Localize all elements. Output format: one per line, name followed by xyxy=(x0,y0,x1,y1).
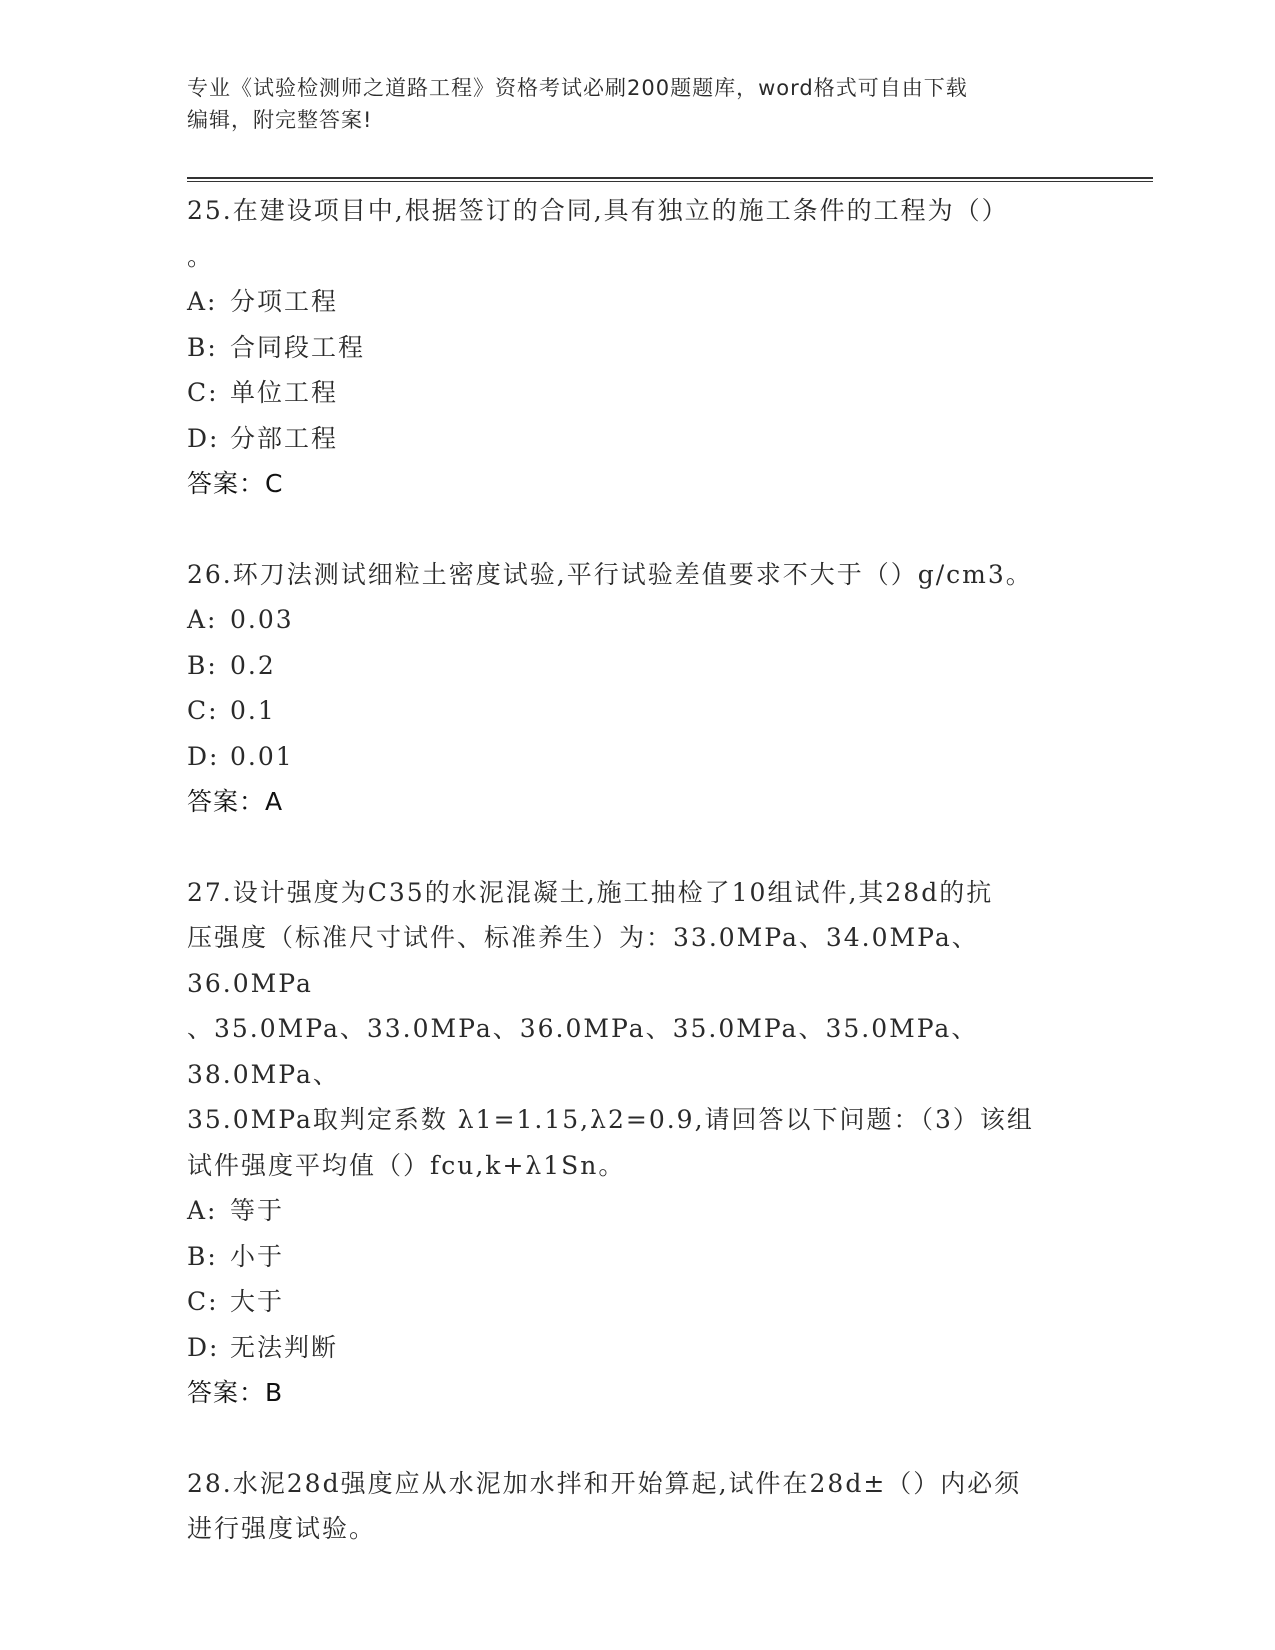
option-b xyxy=(187,1234,1087,1280)
option-c xyxy=(187,1279,1087,1325)
option-text: 0.03 xyxy=(230,605,294,634)
question-list xyxy=(187,188,1087,1552)
question-text: 26.环刀法测试细粒土密度试验,平行试验差值要求不大于（）g/cm3。 xyxy=(187,559,1033,589)
question-text: 25.在建设项目中,根据签订的合同,具有独立的施工条件的工程为（） 。 xyxy=(187,196,1009,271)
option-text: 0.1 xyxy=(230,696,276,725)
question-spacer xyxy=(187,507,1087,552)
question-27 xyxy=(187,870,1087,1416)
option-letter: A: xyxy=(187,605,218,634)
option-text: 合同段工程 xyxy=(230,332,366,362)
option-d xyxy=(187,416,1087,462)
option-a xyxy=(187,279,1087,325)
option-b xyxy=(187,643,1087,689)
header-divider-thick xyxy=(187,177,1153,179)
option-letter: B: xyxy=(187,332,218,362)
question-spacer xyxy=(187,825,1087,870)
option-text: 0.2 xyxy=(230,650,276,680)
option-letter: D: xyxy=(187,423,220,453)
option-letter: C: xyxy=(187,1287,219,1316)
header-line-1: 专业《试验检测师之道路工程》资格考试必刷200题题库，word格式可自由下载 xyxy=(187,76,968,100)
option-text: 分项工程 xyxy=(230,287,339,316)
document-header xyxy=(187,72,1067,136)
question-28 xyxy=(187,1461,1087,1552)
option-text: 单位工程 xyxy=(230,378,339,407)
option-letter: A: xyxy=(187,287,218,316)
header-divider-thin xyxy=(187,181,1153,182)
question-spacer xyxy=(187,1416,1087,1461)
option-c xyxy=(187,688,1087,734)
option-text: 0.01 xyxy=(230,741,294,771)
option-text: 小于 xyxy=(230,1241,285,1271)
question-26 xyxy=(187,552,1087,825)
option-letter: D: xyxy=(187,741,220,771)
option-letter: C: xyxy=(187,378,219,407)
option-letter: D: xyxy=(187,1332,220,1362)
option-letter: C: xyxy=(187,696,219,725)
question-text: 28.水泥28d强度应从水泥加水拌和开始算起,试件在28d±（）内必须 进行强度试验。 xyxy=(187,1468,1022,1543)
option-b xyxy=(187,325,1087,371)
option-letter: A: xyxy=(187,1196,218,1225)
option-d xyxy=(187,734,1087,780)
option-a xyxy=(187,597,1087,643)
option-text: 无法判断 xyxy=(230,1332,339,1362)
question-25 xyxy=(187,188,1087,507)
option-d xyxy=(187,1325,1087,1371)
header-line-2: 编辑，附完整答案! xyxy=(187,108,373,132)
answer-line: 答案：C xyxy=(187,469,284,498)
answer-line: 答案：B xyxy=(187,1378,284,1407)
option-text: 分部工程 xyxy=(230,423,339,453)
option-letter: B: xyxy=(187,1241,218,1271)
option-c xyxy=(187,370,1087,416)
question-text: 27.设计强度为C35的水泥混凝土,施工抽检了10组试件,其28d的抗 压强度（标准尺寸试件、标准养生）为：33.0MPa、34.0MPa、36.0MPa 、35.0MPa、33.0MPa、36.0MPa、35.0MPa、35.0MPa、38.0MPa、 35.0MPa取判定系数 λ1=1.15,λ2=0.9,请回答以下问题：（3）该组 试件强度平均值（）fcu,k+λ1Sn。 xyxy=(187,877,1034,1180)
option-a xyxy=(187,1188,1087,1234)
option-letter: B: xyxy=(187,650,218,680)
answer-line: 答案：A xyxy=(187,787,284,816)
option-text: 等于 xyxy=(230,1196,285,1225)
option-text: 大于 xyxy=(230,1287,285,1316)
